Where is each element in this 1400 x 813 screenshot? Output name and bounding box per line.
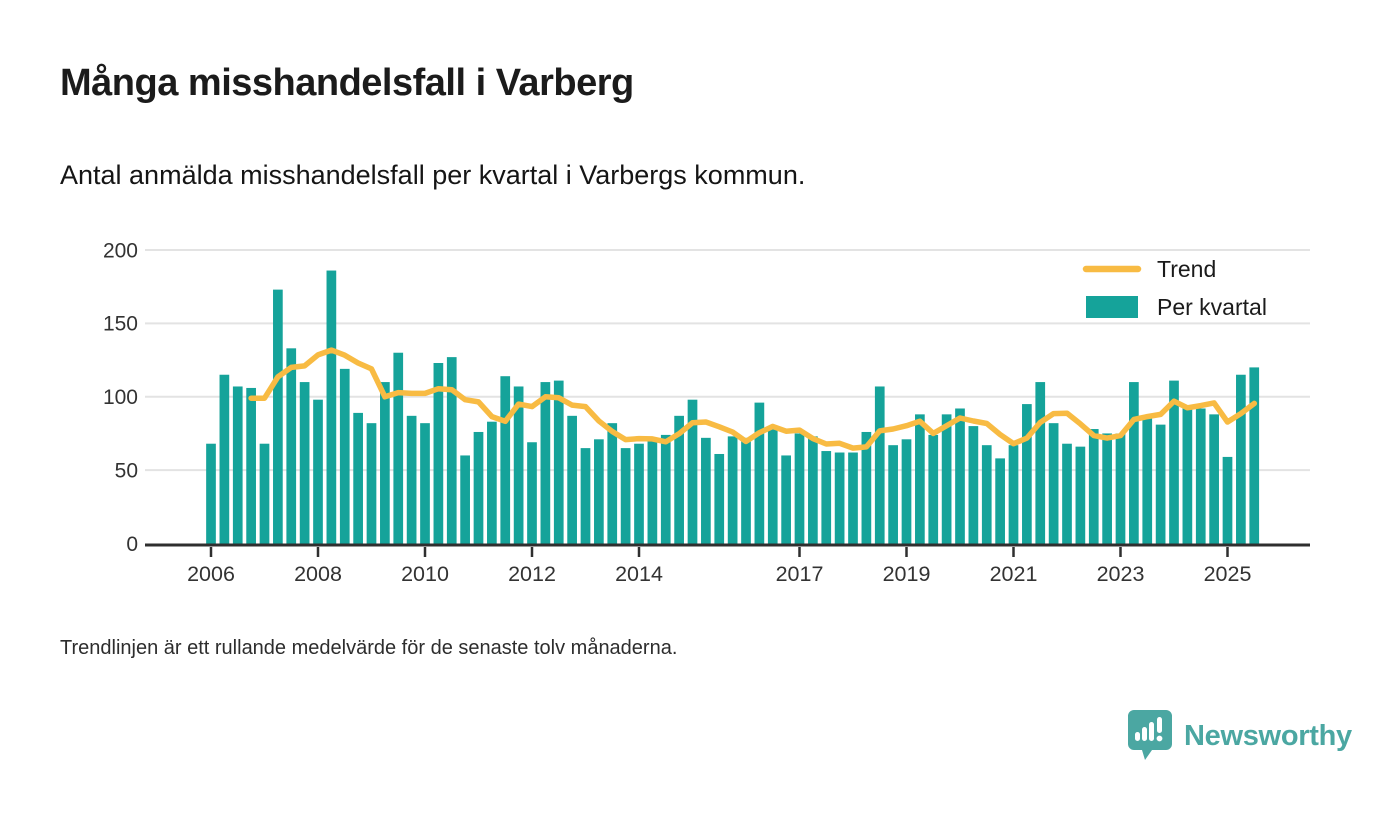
quarter-bar-2022-Q4 [1102,433,1112,543]
quarter-bar-2008-Q1 [313,400,323,544]
quarter-bar-2019-Q3 [928,435,938,544]
quarter-bar-2018-Q1 [848,453,858,544]
legend-trend-label: Trend [1157,256,1217,282]
quarter-bar-2011-Q3 [500,376,510,543]
legend-bars-label: Per kvartal [1157,294,1267,320]
quarter-bar-2008-Q3 [340,369,350,544]
x-axis-label-2008: 2008 [294,562,342,586]
quarter-bar-2016-Q1 [741,438,751,544]
quarter-bar-2015-Q3 [714,454,724,544]
quarter-bar-2014-Q1 [634,444,644,544]
x-axis-label-2012: 2012 [508,562,556,586]
quarter-bar-2017-Q2 [808,436,818,543]
y-axis-label-150: 150 [102,312,138,336]
quarter-bar-2021-Q2 [1022,404,1032,543]
chart-footnote: Trendlinjen är ett rullande medelvärde för de senaste tolv månaderna. [60,637,678,659]
quarter-bar-2022-Q2 [1076,447,1086,544]
quarter-bar-2020-Q4 [995,458,1005,543]
quarter-bar-2007-Q1 [260,444,270,544]
quarter-bar-2020-Q3 [982,445,992,543]
x-axis-label-2010: 2010 [401,562,449,586]
quarter-bar-2006-Q2 [220,375,230,544]
quarter-bar-2010-Q1 [420,423,430,543]
x-axis-label-2021: 2021 [989,562,1038,586]
x-axis-label-2019: 2019 [882,562,931,586]
quarter-bar-2007-Q2 [273,290,283,544]
y-axis-label-0: 0 [126,532,138,556]
quarter-bar-2025-Q3 [1249,367,1259,543]
x-axis-label-2006: 2006 [187,562,235,586]
quarter-bar-2008-Q2 [327,271,337,544]
quarter-bar-2012-Q4 [567,416,577,544]
x-axis-label-2017: 2017 [775,562,824,586]
quarter-bar-2019-Q1 [902,439,912,543]
bar-chart-speech-bubble-icon [1126,708,1174,764]
quarter-bar-2009-Q1 [367,423,377,543]
legend-bars-swatch [1086,296,1138,318]
quarter-bar-2023-Q1 [1116,433,1126,543]
quarter-bar-2021-Q1 [1009,445,1019,543]
quarter-bar-2023-Q2 [1129,382,1139,543]
quarter-bar-2024-Q3 [1196,408,1206,543]
quarter-bar-2022-Q3 [1089,429,1099,543]
quarter-bar-2012-Q1 [527,442,537,543]
quarter-bar-2010-Q4 [460,455,470,543]
quarter-bar-2011-Q2 [487,422,497,544]
quarter-bar-2016-Q3 [768,429,778,543]
quarter-bar-2021-Q4 [1049,423,1059,543]
quarter-bar-2006-Q1 [206,444,216,544]
x-axis-label-2014: 2014 [615,562,663,586]
y-axis-label-200: 200 [102,239,138,263]
quarter-bar-2022-Q1 [1062,444,1072,544]
y-axis-label-100: 100 [102,386,138,410]
brand-name: Newsworthy [1184,719,1352,752]
quarter-bar-2008-Q4 [353,413,363,544]
quarter-bar-2025-Q1 [1223,457,1233,544]
quarter-bar-2009-Q3 [393,353,403,544]
quarter-bar-2023-Q4 [1156,425,1166,544]
quarter-bar-2009-Q2 [380,382,390,543]
quarter-bar-2023-Q3 [1142,417,1152,543]
x-axis-label-2023: 2023 [1096,562,1145,586]
quarter-bar-2020-Q1 [955,408,965,543]
quarter-bar-2015-Q2 [701,438,711,544]
quarter-bar-2011-Q1 [474,432,484,544]
newsworthy-brand [1126,708,1352,764]
quarter-bar-2013-Q1 [581,448,591,543]
quarter-bar-2012-Q3 [554,381,564,544]
quarter-bar-2017-Q1 [795,433,805,543]
y-axis-label-50: 50 [114,459,138,483]
quarter-bar-2017-Q3 [821,451,831,543]
quarter-bar-2019-Q4 [942,414,952,543]
quarter-bar-2007-Q4 [300,382,310,543]
quarter-bar-2015-Q4 [728,436,738,543]
quarter-bar-2010-Q3 [447,357,457,543]
quarter-bar-2014-Q3 [661,435,671,544]
quarter-bar-2019-Q2 [915,414,925,543]
quarter-bar-2016-Q4 [781,455,791,543]
quarter-bar-2018-Q3 [875,386,885,543]
quarter-bar-2017-Q4 [835,453,845,544]
quarter-bar-2013-Q3 [607,423,617,543]
quarter-bar-2024-Q4 [1209,414,1219,543]
quarter-bar-2012-Q2 [541,382,551,543]
quarter-bar-2006-Q4 [246,388,256,544]
x-axis-label-2025: 2025 [1203,562,1252,586]
quarter-bar-2021-Q3 [1035,382,1045,543]
quarter-bar-2025-Q2 [1236,375,1246,544]
quarter-bar-2007-Q3 [286,348,296,543]
quarter-bar-2018-Q4 [888,445,898,543]
quarter-bar-2013-Q4 [621,448,631,543]
quarter-bar-2014-Q2 [648,441,658,544]
quarter-bar-2020-Q2 [969,426,979,543]
quarter-bar-2009-Q4 [407,416,417,544]
quarter-bar-2006-Q3 [233,386,243,543]
quarter-bar-2013-Q2 [594,439,604,543]
quarter-bar-2016-Q2 [755,403,765,544]
page-title: Många misshandelsfall i Varberg [60,62,634,104]
page-subtitle: Antal anmälda misshandelsfall per kvartal i Varbergs kommun. [60,160,806,190]
quarter-bar-2024-Q2 [1183,408,1193,543]
